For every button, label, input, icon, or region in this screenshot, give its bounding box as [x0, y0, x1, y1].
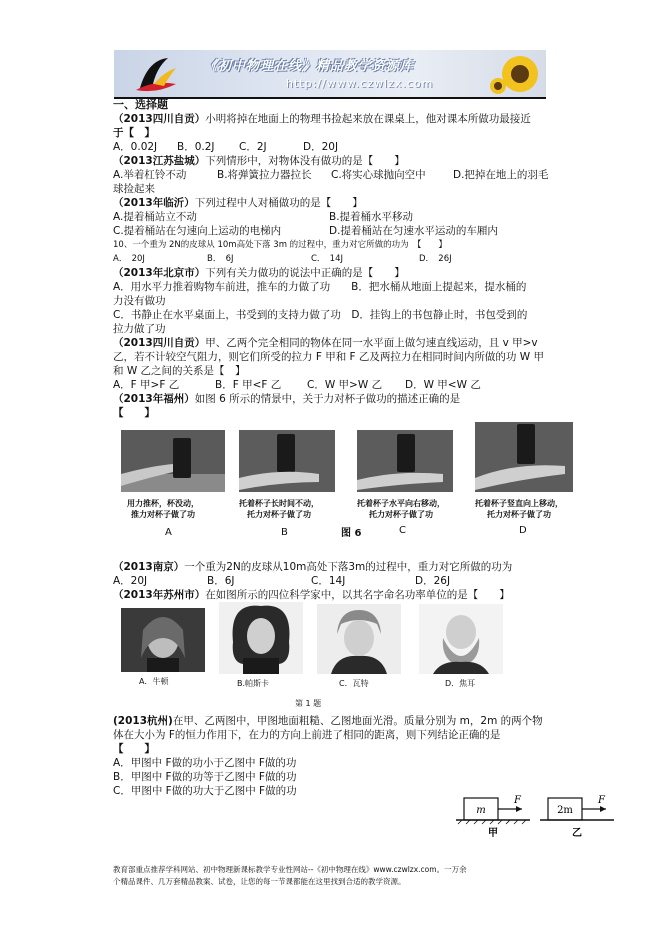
force-label-1: F	[514, 795, 521, 806]
question-7	[113, 392, 551, 406]
question-content	[113, 98, 563, 798]
q7-source: （2013年福州）	[113, 393, 195, 405]
q1-source: （2013四川自贡）	[113, 113, 206, 125]
q7-bracket: 【 】	[113, 407, 155, 419]
q1-option-c: C．2J	[239, 141, 267, 153]
q8-source: （2013南京）	[113, 561, 185, 573]
q9-caption-d: D．焦耳	[445, 679, 476, 688]
q2-cont: 球捡起来	[113, 183, 155, 195]
sunflower-icon	[490, 52, 540, 96]
question-4: 10、一个重为 2N的皮球从 10m高处下落 3m 的过程中，重力对它所做的功为 【 】	[113, 240, 447, 250]
question-10	[113, 714, 551, 728]
q7-caption-b-2: 托力对杯子做了功	[247, 510, 311, 519]
question-1	[113, 112, 551, 126]
q10-option-b: B．甲图中 F做的功等于乙图中 F做的功	[113, 771, 297, 783]
q8-option-b: B．6J	[207, 575, 235, 587]
q9-figure-label: 第 1 题	[295, 699, 322, 708]
footer-line-2: 个精品课件、几万套精品教案、试卷，让您的每一节课都能在这里找到合适的教学资源。	[113, 877, 406, 886]
block-m2-label: 2m	[557, 805, 573, 816]
q9-text: 在如图所示的四位科学家中，以其名字命名功率单位的是【 】	[205, 589, 510, 601]
q6-option-d: D．W 甲<W 乙	[405, 379, 481, 391]
cup-push-photo	[121, 430, 225, 492]
footer-line-1: 教育部重点推荐学科网站、初中物理新课标教学专业性网站--《初中物理在线》www.czwlzx.com。一万余	[113, 865, 467, 874]
q8-options	[113, 574, 551, 588]
q5-line-1: A．用水平力推着购物车前进，推车的力做了功 B．把水桶从地面上提起来，提水桶的	[113, 281, 527, 293]
section-title: 一、选择题	[113, 98, 168, 111]
q9-source: （2013年苏州市）	[113, 589, 206, 601]
q4-option-d: D． 26J	[419, 254, 452, 264]
q10-option-a: A．甲图中 F做的功小于乙图中 F做的功	[113, 757, 297, 769]
q6-line-2: 乙，若不计较空气阻力，则它们所受的拉力 F 甲和 F 乙及两拉力在相同时间内所做的功 W 甲	[113, 351, 544, 363]
joule-portrait	[419, 604, 503, 674]
block-m1-label: m	[476, 805, 486, 816]
q2-source: （2013江苏盐城）	[113, 155, 206, 167]
q10-line-1: 在甲、乙两图中，甲图地面粗糙、乙图地面光滑。质量分别为 m，2m 的两个物	[172, 715, 543, 727]
q6-line-3: 和 W 乙之间的关系是【 】	[113, 365, 246, 377]
cup-hold-still-photo	[239, 430, 335, 492]
q10-bracket: 【 】	[113, 743, 155, 755]
q8-option-c: C．14J	[311, 575, 346, 587]
watt-portrait	[317, 604, 401, 674]
q1-options	[113, 140, 551, 154]
q2-option-b: B.将弹簧拉力器拉长	[217, 169, 312, 181]
q3-option-a: A.提着桶站立不动	[113, 211, 197, 223]
question-8	[113, 560, 551, 574]
q6-option-c: C．W 甲>W 乙	[307, 379, 383, 391]
q5-text: 下列有关力做功的说法中正确的是【 】	[205, 267, 405, 279]
q5-source: （2013年北京市）	[113, 267, 206, 279]
q5-line-2: 力没有做功	[113, 295, 166, 307]
q7-figure-label: 图 6	[341, 528, 362, 539]
q4-options	[113, 252, 551, 266]
q7-caption-b-1: 托着杯子长时间不动，	[239, 499, 319, 508]
q1-bracket: 于【 】	[113, 127, 155, 139]
q10-line-2: 体在大小为 F的恒力作用下，在力的方向上前进了相同的距离，则下列结论正确的是	[113, 729, 501, 741]
q4-option-a: A． 20J	[113, 254, 145, 264]
q7-caption-a-1: 用力推杯，杯没动，	[127, 499, 199, 508]
question-6	[113, 336, 551, 350]
q10-source: (2013杭州)	[113, 715, 173, 727]
q3-source: （2013年临沂）	[113, 197, 195, 209]
q7-figure	[113, 422, 563, 560]
q8-option-d: D．26J	[415, 575, 451, 587]
q6-line-1: 甲、乙两个完全相同的物体在同一水平面上做匀速直线运动，且 v 甲>v	[205, 337, 538, 349]
q1-option-b: B．0.2J	[177, 141, 215, 153]
pascal-portrait	[219, 602, 303, 674]
q5-line-3: C．书静止在水平桌面上，书受到的支持力做了功 D．挂钩上的书包静止时，书包受到的	[113, 309, 528, 321]
q2-text: 下列情形中，对物体没有做功的是【 】	[205, 155, 405, 167]
header-banner	[114, 50, 546, 99]
q1-option-d: D．20J	[303, 141, 339, 153]
question-9	[113, 588, 551, 602]
q8-option-a: A．20J	[113, 575, 148, 587]
block-force-diagram	[456, 790, 616, 840]
q7-caption-c-2: 托力对杯子做了功	[369, 510, 433, 519]
q3-options-cd	[113, 224, 551, 238]
q4-option-b: B． 6J	[207, 254, 234, 264]
q7-caption-d-1: 托着杯子竖直向上移动，	[475, 499, 563, 508]
newton-portrait	[121, 608, 205, 672]
q6-option-b: B．F 甲<F 乙	[215, 379, 282, 391]
q7-caption-a-2: 推力对杯子做了功	[131, 510, 195, 519]
q3-text: 下列过程中人对桶做功的是【 】	[194, 197, 363, 209]
banner-url: http://www.czwlzx.com	[286, 77, 434, 90]
figure-label-jia: 甲	[488, 828, 498, 839]
force-label-2: F	[598, 795, 605, 806]
q7-caption-b	[239, 498, 319, 520]
q7-caption-d	[475, 498, 563, 520]
q2-option-d: D.把掉在地上的羽毛	[453, 169, 549, 181]
site-logo-icon	[134, 54, 178, 94]
cup-move-up-photo	[475, 422, 573, 492]
q8-text: 一个重为2N的皮球从10m高处下落3m的过程中，重力对它所做的功为	[184, 561, 513, 573]
q6-option-a: A．F 甲>F 乙	[113, 379, 180, 391]
q7-label-b: B	[281, 527, 288, 538]
figure-label-yi: 乙	[572, 828, 582, 839]
q2-option-a: A.举着杠铃不动	[113, 169, 187, 181]
question-3	[113, 196, 551, 210]
q7-text: 如图 6 所示的情景中，关于力对杯子做功的描述正确的是	[194, 393, 461, 405]
q7-caption-a	[127, 498, 199, 520]
q7-label-c: C	[399, 525, 406, 536]
q4-option-c: C． 14J	[311, 254, 344, 264]
q1-option-a: A．0.02J	[113, 141, 158, 153]
q7-caption-c-1: 托着杯子水平向右移动，	[357, 499, 445, 508]
q7-label-a: A	[165, 527, 172, 538]
q7-label-d: D	[519, 525, 527, 536]
q9-caption-a: A．牛顿	[139, 677, 169, 686]
q3-options-ab	[113, 210, 551, 224]
q2-option-c: C.将实心球抛向空中	[331, 169, 426, 181]
question-5	[113, 266, 551, 280]
q9-figure	[113, 602, 551, 714]
q7-caption-c	[357, 498, 445, 520]
question-2	[113, 154, 551, 168]
cup-move-right-photo	[357, 430, 453, 492]
q7-caption-d-2: 托力对杯子做了功	[487, 510, 551, 519]
q3-option-c: C.提着桶站在匀速向上运动的电梯内	[113, 225, 282, 237]
q3-option-d: D.提着桶站在匀速水平运动的车厢内	[329, 225, 498, 237]
q6-source: （2013四川自贡）	[113, 337, 206, 349]
q9-caption-b: B.帕斯卡	[237, 679, 270, 688]
q2-options	[113, 168, 551, 182]
q6-options	[113, 378, 551, 392]
q9-caption-c: C．瓦特	[339, 679, 369, 688]
q1-text: 小明将掉在地面上的物理书捡起来放在课桌上，他对课本所做功最接近	[205, 113, 531, 125]
q3-option-b: B.提着桶水平移动	[329, 211, 414, 223]
q10-figure	[456, 790, 616, 840]
banner-title: 《初中物理在线》精品教学资源库	[204, 59, 415, 74]
q10-option-c: C．甲图中 F做的功大于乙图中 F做的功	[113, 785, 297, 797]
page-footer	[113, 864, 553, 888]
q5-line-4: 拉力做了功	[113, 323, 166, 335]
